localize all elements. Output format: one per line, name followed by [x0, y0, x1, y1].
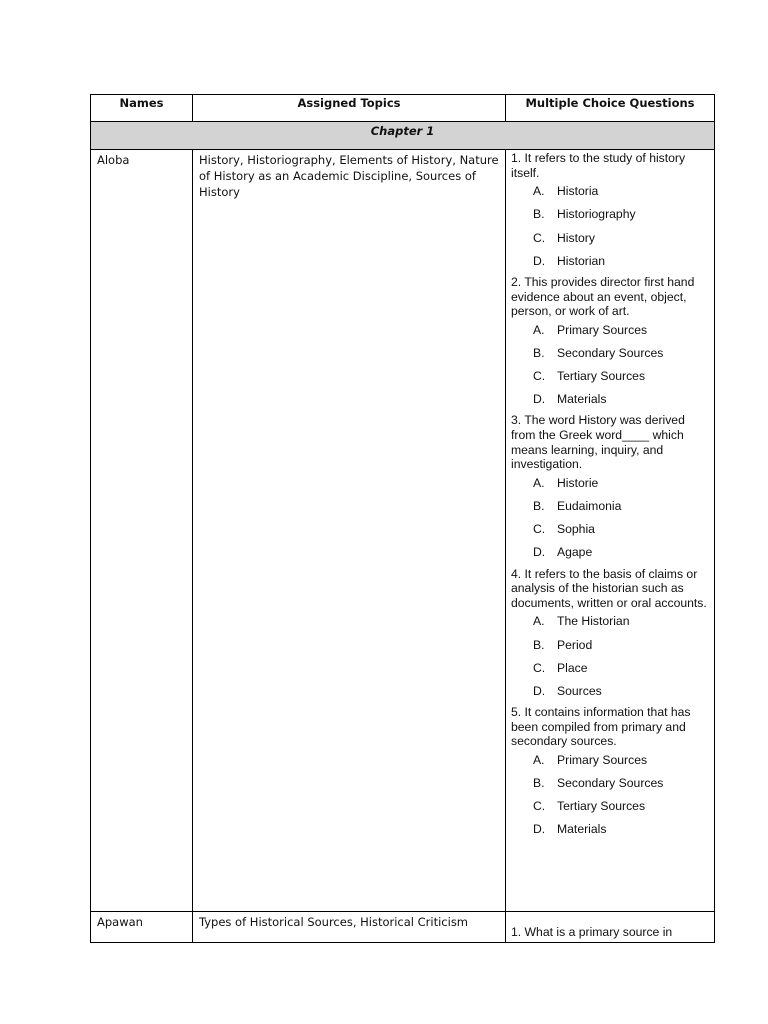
table-row — [91, 912, 715, 943]
header-row — [91, 95, 715, 122]
answer-option — [511, 518, 710, 541]
option-letter: A. — [533, 614, 545, 629]
option-letter: B. — [533, 345, 545, 360]
answer-option — [511, 227, 710, 250]
answer-options — [511, 319, 710, 412]
option-text: Historian — [557, 253, 606, 268]
question-text: 1. It refers to the study of history itself. — [511, 151, 686, 180]
option-letter: B. — [533, 637, 545, 652]
option-letter: D. — [533, 822, 546, 837]
option-text: Primary Sources — [557, 322, 648, 337]
option-text: Historie — [557, 475, 599, 490]
answer-options — [511, 180, 710, 273]
option-letter: A. — [533, 752, 545, 767]
chapter-row — [91, 122, 715, 150]
answer-option — [511, 772, 710, 795]
answer-option — [511, 818, 710, 841]
option-letter: C. — [533, 369, 546, 384]
option-text: Period — [557, 637, 593, 652]
answer-option — [511, 365, 710, 388]
answer-option — [511, 250, 710, 273]
option-text: Eudaimonia — [557, 499, 622, 514]
answer-options — [511, 610, 710, 703]
questions-cell — [506, 150, 715, 912]
answer-option — [511, 319, 710, 342]
option-text: Historiography — [557, 207, 636, 222]
question-text: 3. The word History was derived from the Greek word____ which means learning, inquiry, and investigation. — [511, 413, 685, 472]
student-name: Apawan — [91, 912, 193, 943]
answer-option — [511, 610, 710, 633]
option-letter: A. — [533, 184, 545, 199]
answer-option — [511, 180, 710, 203]
answer-option — [511, 342, 710, 365]
question-text: 5. It contains information that has been compiled from primary and secondary sources. — [511, 705, 691, 749]
chapter-label: Chapter 1 — [91, 122, 715, 150]
option-text: The Historian — [557, 614, 630, 629]
option-text: History — [557, 230, 595, 245]
header-assigned-topics: Assigned Topics — [193, 95, 506, 122]
option-text: Place — [557, 660, 588, 675]
answer-option — [511, 388, 710, 411]
answer-option — [511, 495, 710, 518]
question-block — [511, 150, 710, 273]
assignment-table — [90, 94, 715, 943]
option-text: Historia — [557, 184, 599, 199]
option-text: Materials — [557, 822, 607, 837]
assigned-topics: Types of Historical Sources, Historical Criticism — [193, 912, 506, 943]
option-letter: D. — [533, 253, 546, 268]
option-letter: C. — [533, 660, 546, 675]
answer-option — [511, 795, 710, 818]
option-letter: C. — [533, 230, 546, 245]
option-text: Secondary Sources — [557, 345, 664, 360]
option-text: Sophia — [557, 522, 595, 537]
option-letter: D. — [533, 392, 546, 407]
questions-cell — [506, 912, 715, 943]
answer-option — [511, 472, 710, 495]
question-block — [511, 274, 710, 412]
option-letter: C. — [533, 522, 546, 537]
question-block — [511, 704, 710, 842]
option-letter: B. — [533, 776, 545, 791]
option-text: Tertiary Sources — [557, 369, 646, 384]
assigned-topics: History, Historiography, Elements of History, Nature of History as an Academic Discipline, Sources of History — [193, 150, 506, 912]
option-letter: A. — [533, 322, 545, 337]
option-letter: B. — [533, 499, 545, 514]
answer-option — [511, 634, 710, 657]
answer-option — [511, 541, 710, 564]
answer-options — [511, 749, 710, 842]
question-text: 4. It refers to the basis of claims or analysis of the historian such as documents, written or oral accounts. — [511, 566, 707, 610]
header-multiple-choice-questions: Multiple Choice Questions — [506, 95, 715, 122]
question-block — [511, 412, 710, 564]
option-text: Materials — [557, 392, 607, 407]
question-text: 1. What is a primary source in — [511, 925, 673, 939]
question-text: 2. This provides director first hand evidence about an event, object, person, or work of art. — [511, 274, 695, 319]
option-letter: D. — [533, 545, 546, 560]
table-row — [91, 150, 715, 912]
student-name: Aloba — [91, 150, 193, 912]
option-text: Tertiary Sources — [557, 799, 646, 814]
answer-options — [511, 472, 710, 565]
header-names: Names — [91, 95, 193, 122]
answer-option — [511, 680, 710, 703]
option-letter: C. — [533, 799, 546, 814]
option-text: Secondary Sources — [557, 776, 664, 791]
answer-option — [511, 657, 710, 680]
answer-option — [511, 203, 710, 226]
question-block — [511, 566, 710, 704]
option-text: Agape — [557, 545, 593, 560]
option-text: Sources — [557, 683, 602, 698]
option-letter: B. — [533, 207, 545, 222]
option-letter: D. — [533, 683, 546, 698]
option-text: Primary Sources — [557, 752, 648, 767]
answer-option — [511, 749, 710, 772]
option-letter: A. — [533, 475, 545, 490]
